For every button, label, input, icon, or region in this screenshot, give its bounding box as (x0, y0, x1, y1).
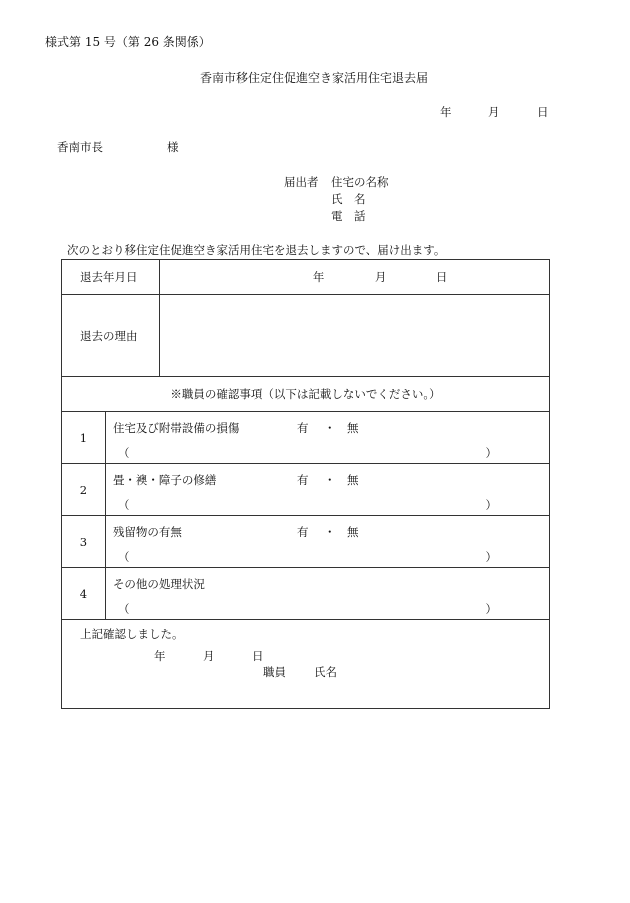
check-item-title: 住宅及び附帯設備の損傷 (112, 421, 240, 435)
confirmation-staff: 職員 (263, 665, 286, 679)
check-item-close-paren: ） (485, 446, 497, 460)
applicant-field-name: 氏 名 (331, 192, 366, 206)
check-item-3 (62, 516, 550, 568)
reason-label: 退去の理由 (62, 295, 160, 377)
move-out-date-month: 月 (374, 270, 387, 284)
check-item-content (105, 412, 549, 464)
reason-field[interactable] (159, 295, 549, 377)
check-item-4 (62, 568, 550, 620)
check-item-title: 残留物の有無 (112, 525, 182, 539)
addressee-honorific: 様 (167, 140, 179, 154)
move-out-date-field[interactable] (159, 260, 549, 295)
check-item-no[interactable]: 無 (346, 473, 359, 487)
check-item-no[interactable]: 無 (346, 421, 359, 435)
check-item-number: 2 (62, 464, 106, 516)
check-item-close-paren: ） (485, 498, 497, 512)
addressee-name: 香南市長 (57, 140, 103, 154)
check-item-separator: ・ (323, 421, 336, 435)
check-item-number: 3 (62, 516, 106, 568)
header-date-year: 年 (440, 105, 452, 119)
check-item-separator: ・ (323, 525, 336, 539)
intro-text: 次のとおり移住定住促進空き家活用住宅を退去しますので、届け出ます。 (67, 243, 446, 257)
confirmation-name: 氏名 (314, 665, 337, 679)
staff-notice: ※職員の確認事項（以下は記載しないでください。） (62, 377, 550, 412)
check-item-2 (62, 464, 550, 516)
confirmation-text: 上記確認しました。 (80, 627, 184, 641)
check-item-open-paren: （ (117, 550, 130, 564)
check-item-open-paren: （ (117, 602, 130, 616)
move-out-date-year: 年 (312, 270, 325, 284)
check-item-number: 4 (62, 568, 106, 620)
form-number: 様式第 15 号（第 26 条関係） (45, 35, 211, 49)
move-out-form-table (61, 259, 550, 709)
header-date-month: 月 (488, 105, 500, 119)
check-item-content (105, 516, 549, 568)
check-item-yes[interactable]: 有 (296, 473, 309, 487)
move-out-date-day: 日 (435, 270, 448, 284)
confirmation-cell (62, 620, 550, 709)
check-item-no[interactable]: 無 (346, 525, 359, 539)
confirmation-row (62, 620, 550, 709)
staff-notice-row (62, 377, 550, 412)
confirmation-month: 月 (203, 649, 215, 663)
confirmation-year: 年 (154, 649, 166, 663)
move-out-date-label: 退去年月日 (62, 260, 160, 295)
applicant-field-phone: 電 話 (331, 209, 366, 223)
header-date-day: 日 (537, 105, 549, 119)
page-title: 香南市移住定住促進空き家活用住宅退去届 (200, 71, 429, 85)
check-item-title: 畳・襖・障子の修繕 (112, 473, 217, 487)
move-out-date-row (62, 260, 550, 295)
check-item-title: その他の処理状況 (112, 577, 205, 591)
confirmation-day: 日 (252, 649, 264, 663)
check-item-open-paren: （ (117, 446, 130, 460)
check-item-yes[interactable]: 有 (296, 525, 309, 539)
check-item-yes[interactable]: 有 (296, 421, 309, 435)
check-item-close-paren: ） (485, 550, 497, 564)
check-item-separator: ・ (323, 473, 336, 487)
check-item-open-paren: （ (117, 498, 130, 512)
check-item-content (105, 568, 549, 620)
check-item-close-paren: ） (485, 602, 497, 616)
reason-row (62, 295, 550, 377)
check-item-content (105, 464, 549, 516)
check-item-1 (62, 412, 550, 464)
applicant-label: 届出者 (284, 175, 319, 189)
check-item-number: 1 (62, 412, 106, 464)
applicant-field-residence-name: 住宅の名称 (331, 175, 389, 189)
